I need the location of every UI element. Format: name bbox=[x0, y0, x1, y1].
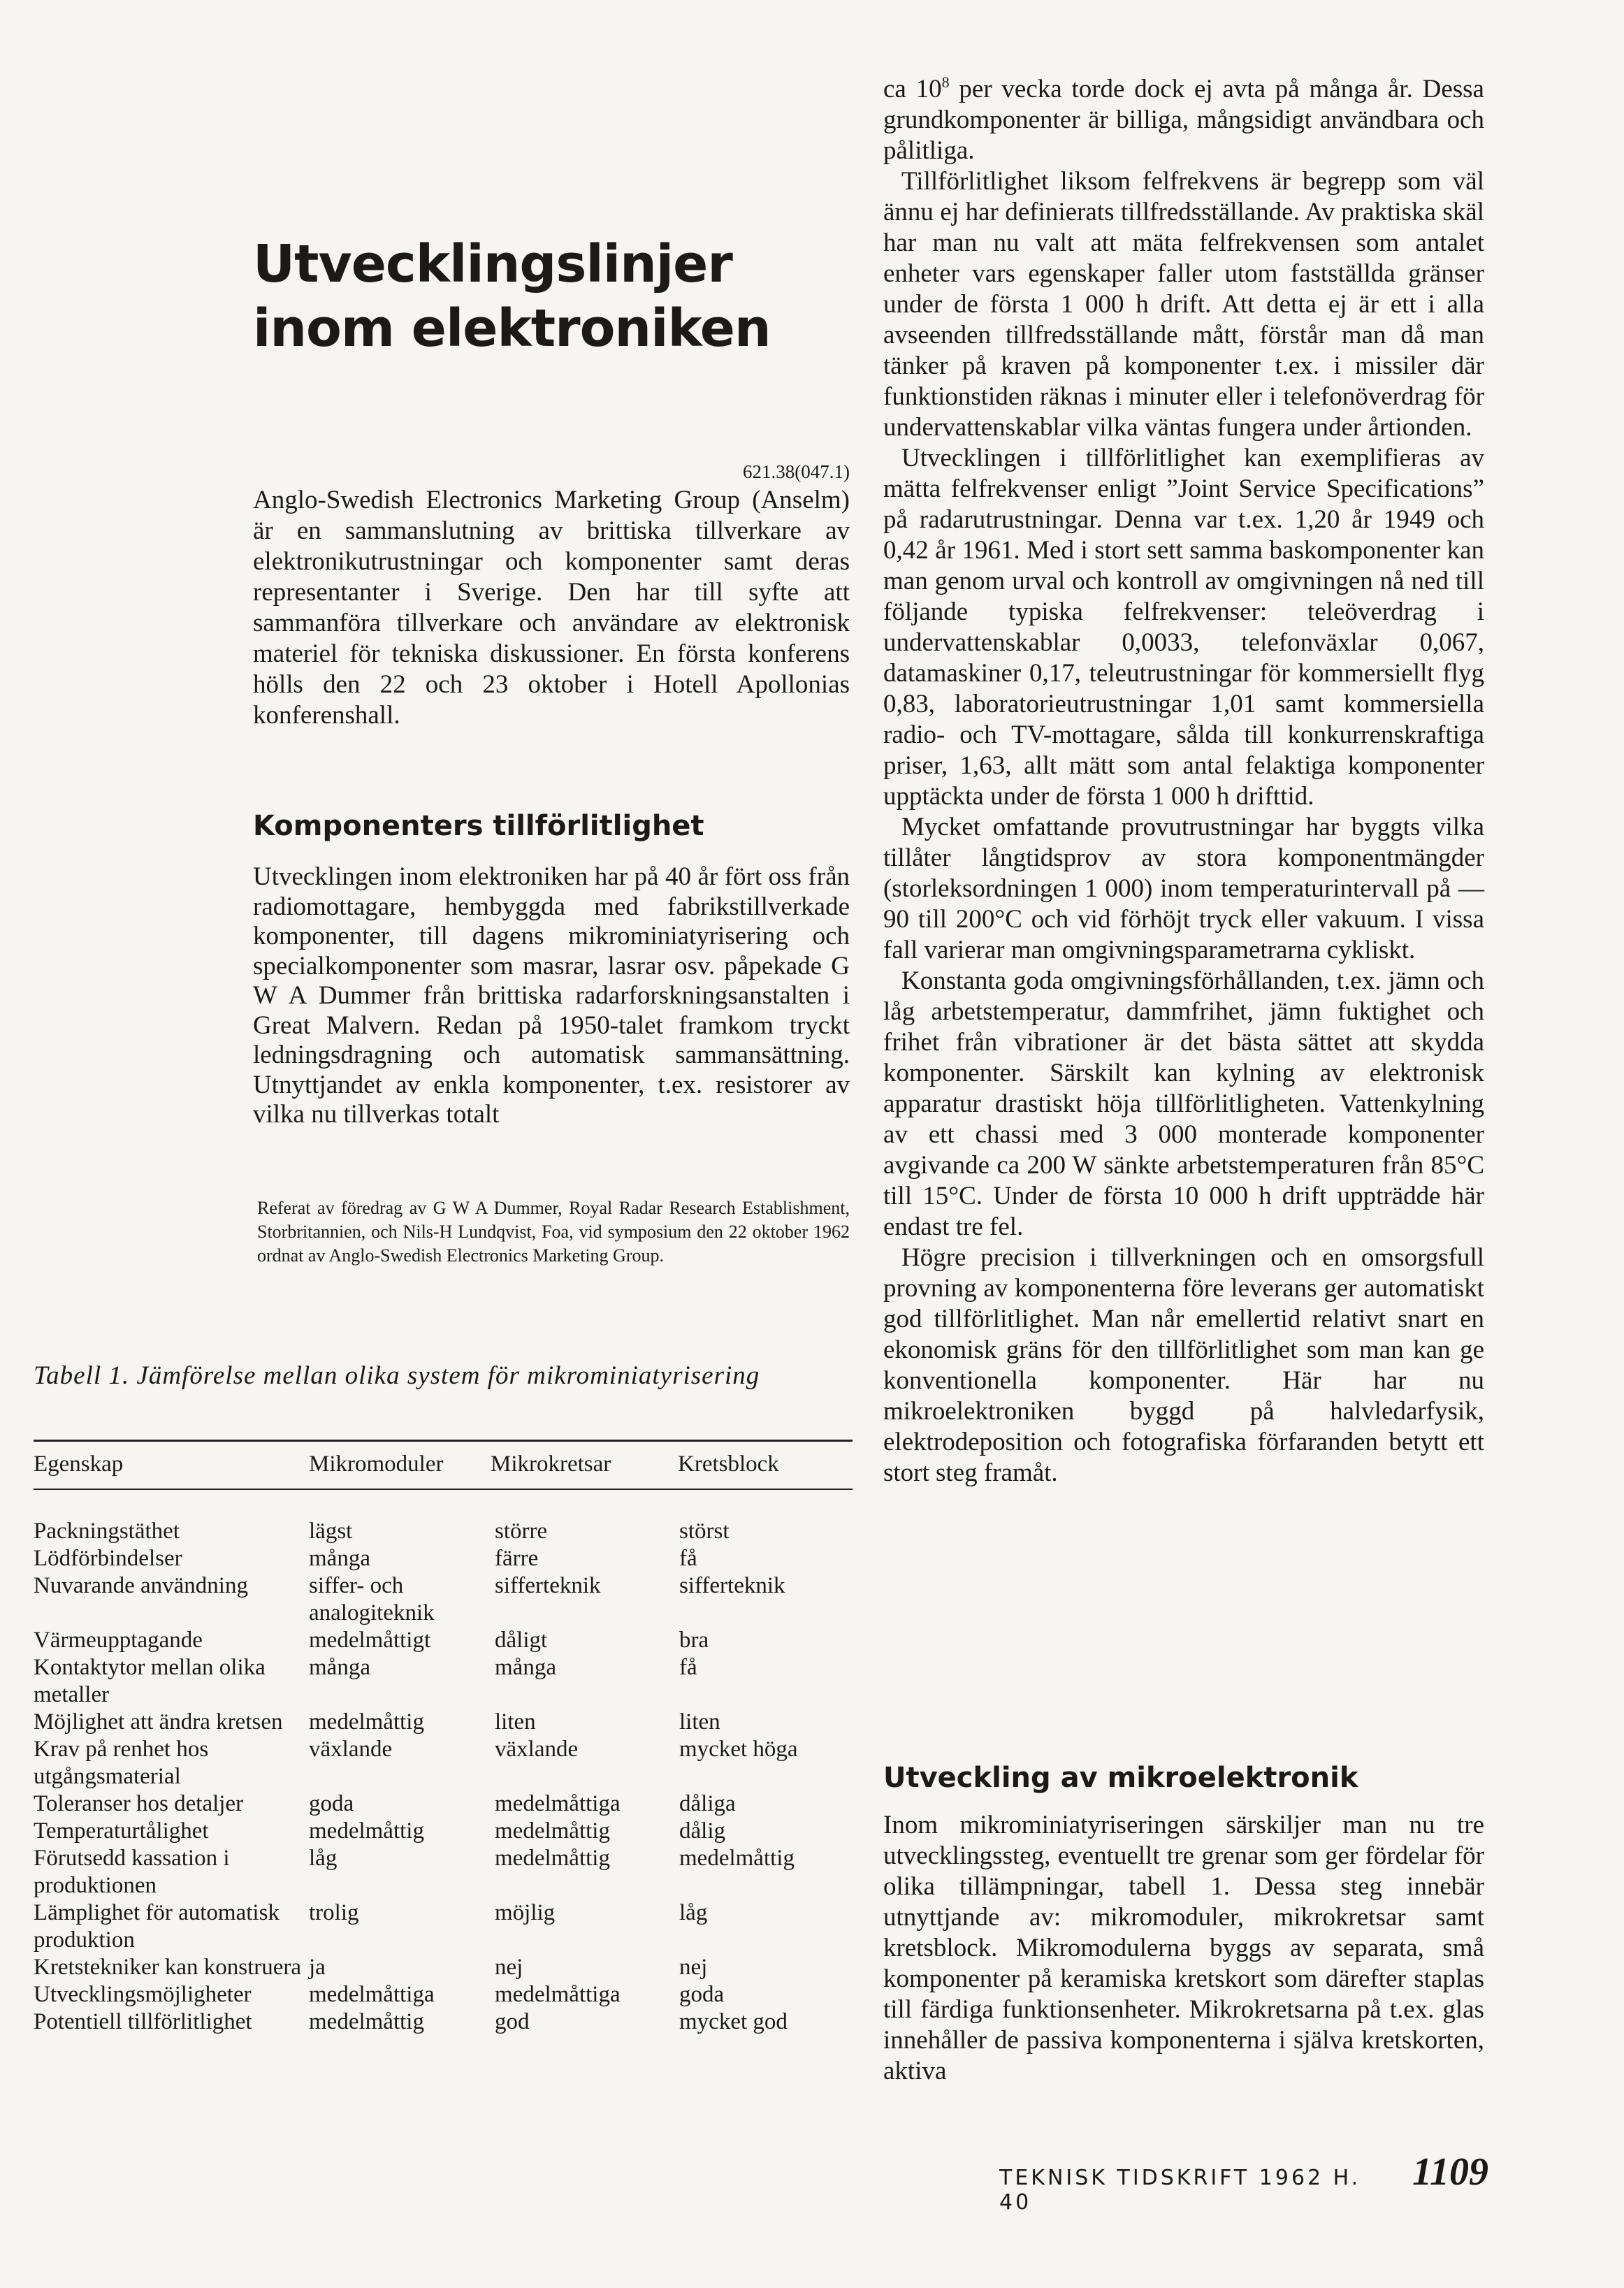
table-cell: Förutsedd kassation i produktionen bbox=[34, 1846, 230, 1898]
table-cell: liten bbox=[679, 1709, 720, 1735]
table-cell: många bbox=[309, 1546, 370, 1571]
table-row bbox=[34, 1545, 855, 1572]
table-cell: medelmåttiga bbox=[495, 1982, 621, 2007]
title-line-1: Utvecklingslinjer bbox=[253, 234, 732, 294]
table-cell: Kontaktytor mellan olika metaller bbox=[34, 1655, 266, 1707]
table-cell: lägst bbox=[309, 1519, 353, 1544]
table-row bbox=[34, 1736, 855, 1790]
table-cell: goda bbox=[679, 1982, 725, 2007]
table-top-rule bbox=[34, 1440, 853, 1442]
title-line-2: inom elektroniken bbox=[253, 298, 771, 359]
table-row bbox=[34, 1981, 855, 2008]
right-paragraph-2: Tillförlitlighet liksom felfrekvens är begrepp som väl ännu ej har definierats tillfredsställande. Av praktiska skäl har man nu valt att mäta felfrekvensen som antalet enheter vars egenskaper faller utom fastställda gränser under de första 1 000 h drift. Att detta ej är ett i alla avseenden tillfredsställande mått, förstår man då man tänker på kraven på komponenter t.ex. i missiler där funktionstiden räknas i minuter eller i telefonöverdrag för undervattenskablar vilka väntas fungera under årtionden. bbox=[883, 167, 1484, 442]
table-cell: Värmeupptagande bbox=[34, 1628, 203, 1653]
table-cell: dåliga bbox=[679, 1791, 736, 1816]
table-cell: Krav på renhet hos utgångsmaterial bbox=[34, 1737, 209, 1789]
table-cell: växlande bbox=[495, 1737, 579, 1762]
table-row bbox=[34, 1518, 855, 1545]
table-row bbox=[34, 1709, 855, 1736]
right-paragraph-1 bbox=[883, 74, 1484, 166]
table-cell: medelmåttiga bbox=[309, 1982, 435, 2007]
table-row bbox=[34, 1654, 855, 1709]
table-cell: Kretstekniker kan konstruera bbox=[34, 1955, 302, 1980]
table-cell: färre bbox=[495, 1546, 539, 1571]
table-cell: nej bbox=[495, 1955, 523, 1980]
table-cell: liten bbox=[495, 1709, 536, 1735]
table-cell: Nuvarande användning bbox=[34, 1573, 248, 1598]
table-cell: låg bbox=[309, 1846, 338, 1871]
page-number: 1109 bbox=[1412, 2150, 1488, 2194]
table-row bbox=[34, 1818, 855, 1845]
right-paragraph-3: Utvecklingen i tillförlitlighet kan exemplifieras av mätta felfrekvenser enligt ”Joint Service Specifications” på radarutrustningar. Denna var t.ex. 1,20 år 1949 och 0,42 år 1961. Med i stort sett samma baskomponenter kan man genom urval och kontroll av omgivningen nå ned till följande typiska felfrekvenser: teleöverdrag i undervattenskablar 0,0033, telefonväxlar 0,067, datamaskiner 0,17, teleutrustningar för kommersiellt flyg 0,83, laboratorieutrustningar 1,01 samt kommersiella radio- och TV-mottagare, sålda till konkurrenskraftiga priser, 1,63, allt mätt som antal felaktiga komponenter upptäckta under de första 1 000 h drifttid. bbox=[883, 444, 1484, 811]
table-cell: goda bbox=[309, 1791, 354, 1816]
table-cell: medelmåttiga bbox=[495, 1791, 621, 1816]
table-header-egenskap: Egenskap bbox=[34, 1451, 124, 1477]
right-paragraph-5: Konstanta goda omgivningsförhållanden, t.ex. jämn och låg arbetstemperatur, dammfrihet, jämn fuktighet och frihet från vibrationer är det bästa sättet att skydda komponenter. Särskilt kan kylning av elektronisk apparatur drastiskt höja tillförlitligheten. Vattenkylning av ett chassi med 3 000 monterade komponenter avgivande ca 200 W sänkte arbetstemperaturen från 85°C till 15°C. Under de första 10 000 h drift uppträdde här endast tre fel. bbox=[883, 966, 1484, 1241]
article-title bbox=[253, 232, 854, 361]
intro-paragraph: Anglo-Swedish Electronics Marketing Group (Anselm) är en sammanslutning av brittiska tillverkare av elektronikutrustningar och komponenter samt deras representanter i Sverige. Den har till syfte att sammanföra tillverkare och användare av elektronisk materiel för tekniska diskussioner. En första konferens hölls den 22 och 23 oktober i Hotell Apollonias konferenshall. bbox=[253, 486, 850, 730]
table-cell: god bbox=[495, 2009, 530, 2034]
table-cell: bra bbox=[679, 1628, 709, 1653]
table-cell: medelmåttig bbox=[495, 1818, 610, 1844]
journal-name: TEKNISK TIDSKRIFT 1962 H. 40 bbox=[999, 2166, 1361, 2215]
table-cell: medelmåttig bbox=[309, 1818, 424, 1844]
right-p1-pre: ca 10 bbox=[883, 75, 942, 103]
section-heading-components: Komponenters tillförlitlighet bbox=[253, 810, 704, 842]
table-cell: medelmåttig bbox=[309, 1709, 424, 1735]
table-cell: få bbox=[679, 1546, 697, 1571]
table-cell: Möjlighet att ändra kretsen bbox=[34, 1709, 283, 1735]
table-header-kretsblock: Kretsblock bbox=[678, 1451, 779, 1477]
table-row bbox=[34, 1954, 855, 1981]
table-cell: medelmåttig bbox=[495, 1846, 610, 1871]
table-header-mikrokretsar: Mikrokretsar bbox=[491, 1451, 611, 1477]
table-cell: ja bbox=[309, 1955, 326, 1980]
section1-paragraph-1: Utvecklingen inom elektroniken har på 40 år fört oss från radiomottagare, hembyggda med fabrikstillverkade komponenter, till dagens mikrominiatyrisering och specialkomponenter som masrar, lasrar osv. påpekade G W A Dummer från brittiska radarforskningsanstalten i Great Malvern. Redan på 1950-talet framkom tryckt ledningsdragning och automatisk sammansättning. Utnyttjandet av enkla komponenter, t.ex. resistorer av vilka nu tillverkas totalt bbox=[253, 862, 850, 1129]
table-cell: sifferteknik bbox=[679, 1573, 785, 1598]
table-header-rule bbox=[34, 1489, 853, 1490]
page-footer bbox=[999, 2150, 1488, 2215]
table-cell: växlande bbox=[309, 1737, 393, 1762]
table-cell: nej bbox=[679, 1955, 708, 1980]
table-cell: sifferteknik bbox=[495, 1573, 601, 1598]
table-body bbox=[34, 1518, 855, 2036]
table-cell: få bbox=[679, 1655, 697, 1680]
right-p1-post: per vecka torde dock ej avta på många år. Dessa grundkomponenter är billiga, mångsidigt användbara och pålitliga. bbox=[883, 75, 1484, 165]
table-cell: siffer- och analogiteknik bbox=[309, 1573, 435, 1626]
table-cell: störst bbox=[679, 1519, 730, 1544]
table-cell: medelmåttig bbox=[679, 1846, 795, 1871]
table-cell: Temperaturtålighet bbox=[34, 1818, 209, 1844]
udc-classification: 621.38(047.1) bbox=[743, 461, 850, 482]
table-row bbox=[34, 1572, 855, 1627]
table-cell: Lämplighet för automatisk produktion bbox=[34, 1900, 280, 1953]
table-row bbox=[34, 1627, 855, 1654]
table-cell: medelmåttigt bbox=[309, 1628, 431, 1653]
table-cell: medelmåttig bbox=[309, 2009, 424, 2034]
right-paragraph-6: Högre precision i tillverkningen och en omsorgsfull provning av komponenterna före leverans ger automatiskt god tillförlitlighet. Man når emellertid relativt snart en ekonomisk gräns för den tillförlitlighet som man kan ge konventionella komponenter. Här har nu mikroelektroniken byggd på halvledarfysik, elektrodeposition och fotografiska förfaranden betytt ett stort steg framåt. bbox=[883, 1243, 1484, 1487]
table-cell: större bbox=[495, 1519, 548, 1544]
table-caption: Tabell 1. Jämförelse mellan olika system för mikrominiatyrisering bbox=[34, 1361, 760, 1390]
table-row bbox=[34, 1899, 855, 1954]
table-cell: trolig bbox=[309, 1900, 359, 1925]
right-paragraph-4: Mycket omfattande provutrustningar har byggts vilka tillåter långtidsprov av stora komponentmängder (storleksordningen 1 000) inom temperaturintervall på — 90 till 200°C och vid förhöjt tryck eller vakuum. I vissa fall varierar man omgivningsparametrarna cykliskt. bbox=[883, 813, 1484, 964]
table-cell: Toleranser hos detaljer bbox=[34, 1791, 244, 1816]
table-cell: dåligt bbox=[495, 1628, 548, 1653]
footnote: Referat av föredrag av G W A Dummer, Royal Radar Research Establishment, Storbritannien, och Nils-H Lundqvist, Foa, vid symposium den 22 oktober 1962 ordnat av Anglo-Swedish Electronics Marketing Group. bbox=[257, 1198, 850, 1266]
table-row bbox=[34, 2008, 855, 2036]
table-header-mikromoduler: Mikromoduler bbox=[309, 1451, 444, 1477]
table-row bbox=[34, 1845, 855, 1899]
right-p1-exponent: 8 bbox=[941, 73, 950, 91]
table-cell: Packningstäthet bbox=[34, 1519, 180, 1544]
table-cell: Lödförbindelser bbox=[34, 1546, 182, 1571]
table-cell: mycket höga bbox=[679, 1737, 798, 1762]
table-cell: många bbox=[495, 1655, 556, 1680]
table-cell: mycket god bbox=[679, 2009, 788, 2034]
table-cell: Utvecklingsmöjligheter bbox=[34, 1982, 252, 2007]
table-cell: Potentiell tillförlitlighet bbox=[34, 2009, 252, 2034]
table-cell: låg bbox=[679, 1900, 708, 1925]
section-heading-microelectronics: Utveckling av mikroelektronik bbox=[883, 1762, 1358, 1794]
table-cell: möjlig bbox=[495, 1900, 556, 1925]
table-cell: många bbox=[309, 1655, 370, 1680]
table-row bbox=[34, 1790, 855, 1818]
table-cell: dålig bbox=[679, 1818, 725, 1844]
section2-paragraph-1: Inom mikrominiatyriseringen särskiljer man nu tre utvecklingssteg, eventuellt tre grenar som ger fördelar för olika tillämpningar, tabell 1. Dessa steg innebär utnyttjande av: mikromoduler, mikrokretsar samt kretsblock. Mikromodulerna byggs av separata, små komponenter på keramiska kretskort som därefter staplas till färdiga funktionsenheter. Mikrokretsarna på t.ex. glas innehåller de passiva komponenterna i själva kretskorten, aktiva bbox=[883, 1811, 1484, 2085]
right-column-text bbox=[883, 74, 1484, 1489]
